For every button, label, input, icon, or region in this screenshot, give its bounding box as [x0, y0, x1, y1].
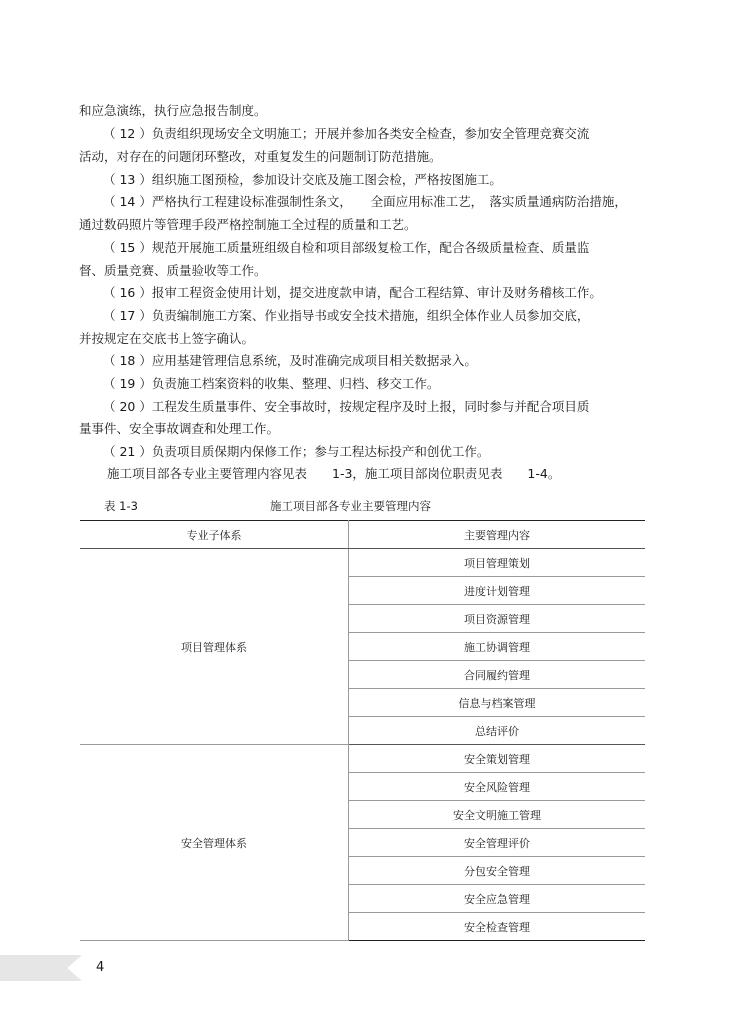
- text-line: 并按规定在交底书上签字确认。: [79, 331, 255, 346]
- text-line: （ 19 ）负责施工档案资料的收集、整理、归档、移交工作。: [103, 376, 440, 391]
- column-header: 专业子体系: [80, 521, 349, 549]
- table-title: 施工项目部各专业主要管理内容: [270, 499, 431, 513]
- item-cell: 施工协调管理: [349, 633, 646, 661]
- text-line: 和应急演练，执行应急报告制度。: [79, 103, 267, 118]
- text-line: 通过数码照片等管理手段严格控制施工全过程的质量和工艺。: [79, 217, 417, 232]
- item-cell: 安全风险管理: [349, 773, 646, 801]
- item-cell: 合同履约管理: [349, 661, 646, 689]
- text-line: 督、质量竞赛、质量验收等工作。: [79, 263, 267, 278]
- text-line: （ 18 ）应用基建管理信息系统，及时准确完成项目相关数据录入。: [103, 353, 477, 368]
- text-line: 施工项目部各专业主要管理内容见表 1-3，施工项目部岗位职责见表 1-4。: [107, 466, 561, 481]
- text-line: （ 14 ）严格执行工程建设标准强制性条文， 全面应用标准工艺， 落实质量通病防治措施，: [103, 194, 627, 209]
- item-cell: 信息与档案管理: [349, 689, 646, 717]
- item-cell: 分包安全管理: [349, 857, 646, 885]
- item-cell: 进度计划管理: [349, 577, 646, 605]
- table-row: [80, 549, 645, 577]
- group-name-cell: 项目管理体系: [80, 549, 349, 745]
- text-line: （ 20 ）工程发生质量事件、安全事故时，按规定程序及时上报，同时参与并配合项目质: [103, 399, 590, 414]
- item-cell: 安全文明施工管理: [349, 801, 646, 829]
- table-header-row: [80, 521, 645, 549]
- management-table: [80, 520, 645, 941]
- item-cell: 总结评价: [349, 717, 646, 745]
- item-cell: 安全应急管理: [349, 885, 646, 913]
- text-line: （ 12 ）负责组织现场安全文明施工；开展并参加各类安全检查，参加安全管理竞赛交流: [103, 126, 590, 141]
- group-name-cell: 安全管理体系: [80, 745, 349, 941]
- text-line: （ 16 ）报审工程资金使用计划，提交进度款申请，配合工程结算、审计及财务稽核工作。: [103, 285, 602, 300]
- item-cell: 安全策划管理: [349, 745, 646, 773]
- page-number: 4: [96, 960, 105, 975]
- text-line: （ 17 ）负责编制施工方案、作业指导书或安全技术措施，组织全体作业人员参加交底，: [103, 308, 590, 323]
- item-cell: 安全管理评价: [349, 829, 646, 857]
- text-line: （ 15 ）规范开展施工质量班组级自检和项目部级复检工作，配合各级质量检查、质量监: [103, 240, 590, 255]
- text-line: （ 21 ）负责项目质保期内保修工作；参与工程达标投产和创优工作。: [103, 444, 490, 459]
- table-label: 表 1-3: [104, 499, 138, 513]
- item-cell: 安全检查管理: [349, 913, 646, 941]
- page-footer-tab: [0, 955, 82, 981]
- text-line: （ 13 ）组织施工图预检，参加设计交底及施工图会检，严格按图施工。: [103, 172, 502, 187]
- table-row: [80, 745, 645, 773]
- text-line: 量事件、安全事故调查和处理工作。: [79, 421, 280, 436]
- item-cell: 项目资源管理: [349, 605, 646, 633]
- column-header: 主要管理内容: [349, 521, 646, 549]
- item-cell: 项目管理策划: [349, 549, 646, 577]
- text-line: 活动，对存在的问题闭环整改，对重复发生的问题制订防范措施。: [79, 149, 442, 164]
